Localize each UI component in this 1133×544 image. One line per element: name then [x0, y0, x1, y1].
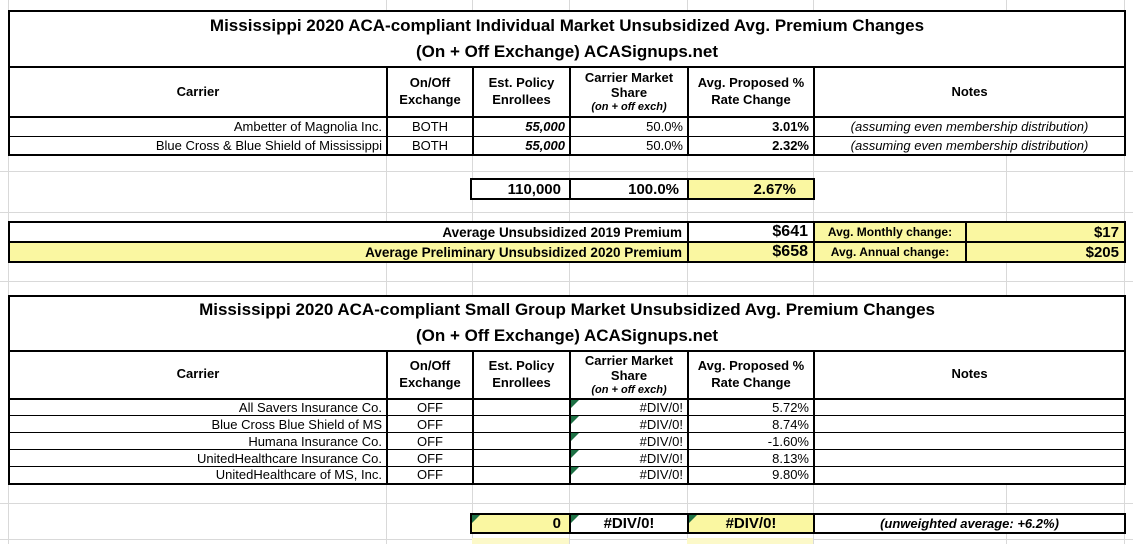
cell-rate[interactable]: 3.01%: [688, 117, 814, 136]
individual-table-title[interactable]: [9, 11, 1125, 67]
title-line-1: Mississippi 2020 ACA-compliant Small Group Market Unsubsidized Avg. Premium Changes: [199, 300, 935, 319]
table-row: [9, 399, 1125, 416]
cell-share[interactable]: [570, 416, 688, 433]
table-row: [9, 467, 1125, 484]
total-rate[interactable]: [688, 514, 814, 533]
col-header-share[interactable]: [570, 67, 688, 117]
total-rate[interactable]: 2.67%: [688, 179, 814, 199]
cell-enrollees[interactable]: [473, 467, 570, 484]
col-header-exchange[interactable]: On/Off Exchange: [387, 351, 473, 399]
cell-rate[interactable]: 5.72%: [688, 399, 814, 416]
cell-carrier[interactable]: UnitedHealthcare of MS, Inc.: [9, 467, 387, 484]
partial-row-highlight: [687, 538, 813, 544]
grid-line: [0, 212, 1133, 213]
cell-enrollees[interactable]: [473, 433, 570, 450]
cell-exchange[interactable]: OFF: [387, 433, 473, 450]
error-indicator-icon: [571, 433, 579, 441]
grid-line: [0, 281, 1133, 282]
individual-totals-row: [470, 178, 815, 200]
cell-enrollees[interactable]: 55,000: [473, 136, 570, 155]
cell-share[interactable]: [570, 450, 688, 467]
table-row: [9, 433, 1125, 450]
cell-enrollees[interactable]: [473, 416, 570, 433]
col-header-notes[interactable]: Notes: [814, 67, 1125, 117]
small-group-totals-row: [470, 513, 1126, 534]
col-header-enrollees[interactable]: Est. Policy Enrollees: [473, 351, 570, 399]
cell-carrier[interactable]: UnitedHealthcare Insurance Co.: [9, 450, 387, 467]
cell-notes[interactable]: (assuming even membership distribution): [814, 117, 1125, 136]
cell-share[interactable]: [570, 399, 688, 416]
table-row: [9, 416, 1125, 433]
cell-rate[interactable]: 8.13%: [688, 450, 814, 467]
cell-rate[interactable]: 2.32%: [688, 136, 814, 155]
error-indicator-icon: [571, 515, 579, 523]
cell-share[interactable]: [570, 433, 688, 450]
col-header-share-main: Carrier Market Share: [584, 70, 674, 100]
cell-exchange[interactable]: OFF: [387, 467, 473, 484]
title-line-2: (On + Off Exchange) ACASignups.net: [415, 42, 719, 61]
table-row: [9, 117, 1125, 136]
col-header-carrier[interactable]: Carrier: [9, 67, 387, 117]
cell-share-value: #DIV/0!: [639, 399, 683, 415]
cell-rate[interactable]: 9.80%: [688, 467, 814, 484]
premium-summary: [8, 221, 1126, 263]
cell-exchange[interactable]: BOTH: [387, 136, 473, 155]
error-indicator-icon: [571, 416, 579, 424]
cell-carrier[interactable]: Blue Cross & Blue Shield of Mississippi: [9, 136, 387, 155]
cell-exchange[interactable]: BOTH: [387, 117, 473, 136]
monthly-change-label[interactable]: Avg. Monthly change:: [814, 222, 966, 242]
cell-exchange[interactable]: OFF: [387, 450, 473, 467]
cell-rate[interactable]: 8.74%: [688, 416, 814, 433]
premium-label-2019[interactable]: Average Unsubsidized 2019 Premium: [9, 222, 688, 242]
error-indicator-icon: [571, 400, 579, 408]
error-indicator-icon: [571, 450, 579, 458]
total-share-value: #DIV/0!: [603, 515, 655, 532]
total-rate-value: #DIV/0!: [725, 515, 777, 532]
small-group-table: [8, 295, 1126, 485]
title-line-1: Mississippi 2020 ACA-compliant Individual Market Unsubsidized Avg. Premium Changes: [209, 15, 925, 35]
individual-market-table: [8, 10, 1126, 156]
cell-share-value: #DIV/0!: [639, 450, 683, 466]
col-header-rate[interactable]: Avg. Proposed % Rate Change: [688, 67, 814, 117]
error-indicator-icon: [472, 515, 480, 523]
cell-enrollees[interactable]: [473, 450, 570, 467]
total-notes[interactable]: (unweighted average: +6.2%): [814, 514, 1125, 533]
table-row: [9, 242, 1125, 262]
cell-notes[interactable]: [814, 450, 1125, 467]
total-enrollees[interactable]: [471, 514, 570, 533]
table-row: [9, 450, 1125, 467]
premium-label-2020[interactable]: Average Preliminary Unsubsidized 2020 Premium: [9, 242, 688, 262]
table-row: [9, 222, 1125, 242]
premium-value-2020[interactable]: $658: [688, 242, 814, 262]
total-share[interactable]: [570, 514, 688, 533]
col-header-notes[interactable]: Notes: [814, 351, 1125, 399]
col-header-share-sub: (on + off exch): [591, 383, 667, 396]
total-enrollees[interactable]: 110,000: [471, 179, 570, 199]
annual-change-value[interactable]: $205: [966, 242, 1125, 262]
col-header-share-sub: (on + off exch): [591, 100, 667, 113]
cell-carrier[interactable]: All Savers Insurance Co.: [9, 399, 387, 416]
cell-notes[interactable]: [814, 433, 1125, 450]
cell-carrier[interactable]: Ambetter of Magnolia Inc.: [9, 117, 387, 136]
col-header-enrollees[interactable]: Est. Policy Enrollees: [473, 67, 570, 117]
col-header-rate[interactable]: Avg. Proposed % Rate Change: [688, 351, 814, 399]
cell-enrollees[interactable]: 55,000: [473, 117, 570, 136]
cell-notes[interactable]: (assuming even membership distribution): [814, 136, 1125, 155]
cell-notes[interactable]: [814, 416, 1125, 433]
cell-share[interactable]: 50.0%: [570, 136, 688, 155]
total-enrollees-value: 0: [552, 515, 561, 532]
total-share[interactable]: 100.0%: [570, 179, 688, 199]
small-group-table-title[interactable]: [9, 296, 1125, 351]
cell-share[interactable]: [570, 467, 688, 484]
error-indicator-icon: [689, 515, 697, 523]
cell-rate[interactable]: -1.60%: [688, 433, 814, 450]
monthly-change-value[interactable]: $17: [966, 222, 1125, 242]
cell-share-value: #DIV/0!: [639, 416, 683, 432]
cell-exchange[interactable]: OFF: [387, 416, 473, 433]
premium-value-2019[interactable]: $641: [688, 222, 814, 242]
table-row: [9, 136, 1125, 155]
cell-carrier[interactable]: Blue Cross Blue Shield of MS: [9, 416, 387, 433]
col-header-share[interactable]: [570, 351, 688, 399]
cell-enrollees[interactable]: [473, 399, 570, 416]
cell-exchange[interactable]: OFF: [387, 399, 473, 416]
col-header-exchange[interactable]: On/Off Exchange: [387, 67, 473, 117]
title-line-2: (On + Off Exchange) ACASignups.net: [415, 326, 719, 346]
col-header-share-main: Carrier Market Share: [584, 352, 674, 383]
cell-share-value: #DIV/0!: [639, 467, 683, 483]
annual-change-label[interactable]: Avg. Annual change:: [814, 242, 966, 262]
col-header-carrier[interactable]: Carrier: [9, 351, 387, 399]
cell-share[interactable]: 50.0%: [570, 117, 688, 136]
grid-line: [0, 503, 1133, 504]
cell-notes[interactable]: [814, 399, 1125, 416]
error-indicator-icon: [571, 467, 579, 475]
grid-line: [0, 171, 1133, 172]
cell-share-value: #DIV/0!: [639, 433, 683, 449]
cell-carrier[interactable]: Humana Insurance Co.: [9, 433, 387, 450]
cell-notes[interactable]: [814, 467, 1125, 484]
partial-row-highlight: [472, 538, 569, 544]
